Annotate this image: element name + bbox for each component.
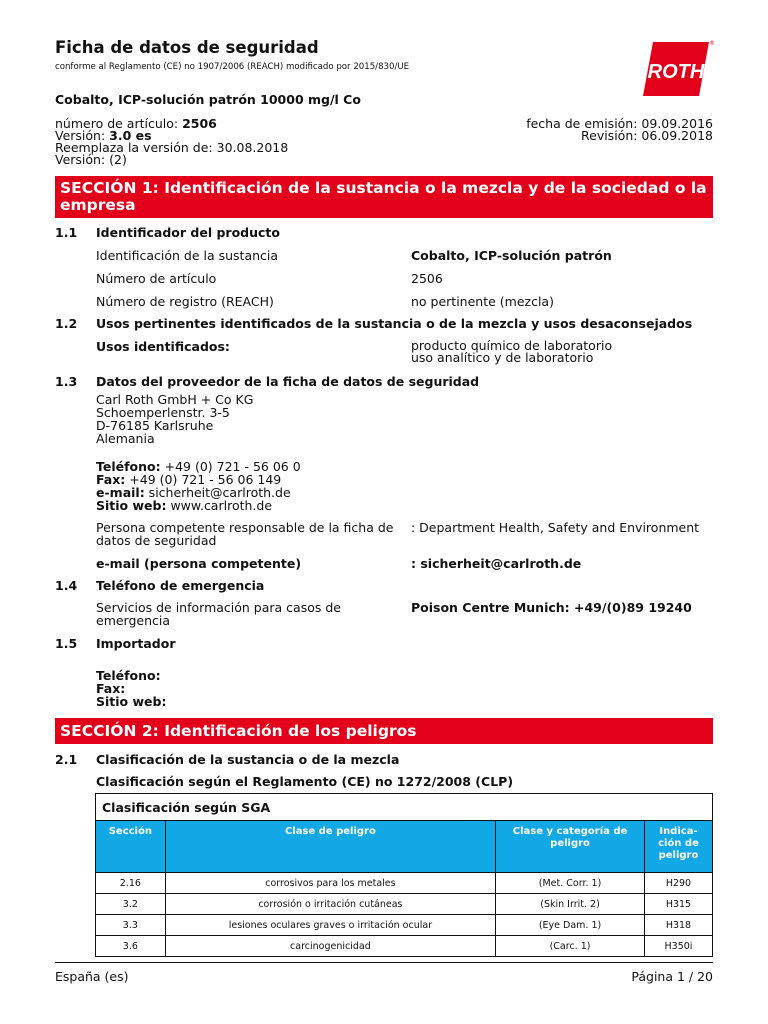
supplier-website: Sitio web: www.carlroth.de — [96, 498, 273, 513]
footer-divider — [55, 962, 713, 963]
subsection-title: Datos del proveedor de la ficha de datos de seguridad — [96, 374, 480, 389]
column-header: Indica-ción de peligro — [644, 821, 712, 873]
footer-locale: España (es) — [55, 969, 129, 984]
field-label: Número de registro (REACH) — [96, 294, 274, 309]
table-cell: (Met. Corr. 1) — [496, 873, 645, 894]
field-value: no pertinente (mezcla) — [411, 294, 554, 309]
importer-phone-label: Teléfono: — [96, 668, 161, 683]
table-cell: 3.2 — [96, 894, 166, 915]
importer-website-label: Sitio web: — [96, 694, 167, 709]
table-cell: 3.3 — [96, 915, 166, 936]
table-caption: Clasificación según SGA — [96, 794, 713, 821]
field-value: : Department Health, Safety and Environment — [411, 520, 700, 535]
importer-fax-label: Fax: — [96, 681, 126, 696]
field-value: 2506 — [411, 271, 443, 286]
svg-text:®: ® — [709, 40, 715, 47]
subsection-number: 1.1 — [55, 225, 78, 240]
field-label: Persona competente responsable de la ficha de — [96, 520, 394, 535]
table-cell: corrosivos para los metales — [165, 873, 495, 894]
table-cell: lesiones oculares graves o irritación ocular — [165, 915, 495, 936]
subsection-number: 1.3 — [55, 374, 78, 389]
column-header: Clase de peligro — [165, 821, 495, 873]
product-name: Cobalto, ICP-solución patrón 10000 mg/l Co — [55, 92, 361, 107]
field-label: Número de artículo — [96, 271, 217, 286]
field-value: uso analítico y de laboratorio — [411, 350, 594, 365]
field-label: datos de seguridad — [96, 533, 217, 548]
subsection-title: Teléfono de emergencia — [96, 578, 265, 593]
subsection-title: Usos pertinentes identificados de la sustancia o de la mezcla y usos desaconsejados — [96, 316, 693, 331]
table-cell: (Skin Irrit. 2) — [496, 894, 645, 915]
table-cell: H318 — [644, 915, 712, 936]
ghs-classification-table — [95, 793, 713, 957]
replaces-version: Reemplaza la versión de: 30.08.2018 — [55, 140, 289, 155]
table-cell: 2.16 — [96, 873, 166, 894]
column-header: Clase y categoría de peligro — [496, 821, 645, 873]
supplier-email: e-mail: sicherheit@carlroth.de — [96, 485, 291, 500]
page-number: Página 1 / 20 — [631, 969, 713, 984]
email-link[interactable]: sicherheit@carlroth.de — [144, 485, 291, 500]
table-cell: H315 — [644, 894, 712, 915]
table-cell: H290 — [644, 873, 712, 894]
field-value: producto químico de laboratorio — [411, 338, 613, 353]
column-header: Sección — [96, 821, 166, 873]
field-value: Poison Centre Munich: +49/(0)89 19240 — [411, 600, 692, 615]
table-cell: H350i — [644, 936, 712, 957]
revision-date: Revisión: 06.09.2018 — [581, 128, 713, 143]
clp-heading: Clasificación según el Reglamento (CE) no 1272/2008 (CLP) — [96, 774, 514, 789]
table-row — [96, 873, 713, 894]
table-cell: carcinogenicidad — [165, 936, 495, 957]
regulation-subtitle: conforme al Reglamento (CE) no 1907/2006 (REACH) modificado por 2015/830/UE — [55, 62, 410, 72]
field-label: Usos identificados: — [96, 339, 230, 354]
field-label: Servicios de información para casos de — [96, 600, 341, 615]
field-value: : sicherheit@carlroth.de — [411, 556, 582, 571]
supplier-fax: Fax: +49 (0) 721 - 56 06 149 — [96, 472, 282, 487]
section-1-header: SECCIÓN 1: Identificación de la sustancia o la mezcla y de la sociedad o la empresa — [55, 176, 713, 218]
subsection-number: 2.1 — [55, 752, 78, 767]
section-2-header: SECCIÓN 2: Identificación de los peligros — [55, 718, 713, 744]
version: Versión: 3.0 es — [55, 128, 152, 143]
article-number: número de artículo: 2506 — [55, 116, 217, 131]
address-line: Alemania — [96, 431, 155, 446]
supplier-phone: Teléfono: +49 (0) 721 - 56 06 0 — [96, 459, 301, 474]
table-cell: (Carc. 1) — [496, 936, 645, 957]
subsection-number: 1.4 — [55, 578, 78, 593]
address-line: Schoemperlenstr. 3-5 — [96, 405, 230, 420]
subsection-title: Clasificación de la sustancia o de la mezcla — [96, 752, 400, 767]
address-line: Carl Roth GmbH + Co KG — [96, 392, 254, 407]
issue-date: fecha de emisión: 09.09.2016 — [526, 116, 713, 131]
version-2: Versión: (2) — [55, 152, 127, 167]
table-row — [96, 936, 713, 957]
subsection-number: 1.5 — [55, 636, 78, 651]
table-row — [96, 915, 713, 936]
roth-logo — [639, 38, 713, 98]
subsection-number: 1.2 — [55, 316, 78, 331]
table-cell: (Eye Dam. 1) — [496, 915, 645, 936]
svg-text:ROTH: ROTH — [647, 61, 705, 83]
subsection-title: Identificador del producto — [96, 225, 280, 240]
field-label: Identificación de la sustancia — [96, 248, 279, 263]
subsection-title: Importador — [96, 636, 176, 651]
table-row — [96, 894, 713, 915]
website-link[interactable]: www.carlroth.de — [166, 498, 273, 513]
field-label: emergencia — [96, 613, 171, 628]
table-cell: corrosión o irritación cutáneas — [165, 894, 495, 915]
address-line: D-76185 Karlsruhe — [96, 418, 214, 433]
field-label: e-mail (persona competente) — [96, 556, 302, 571]
table-cell: 3.6 — [96, 936, 166, 957]
field-value: Cobalto, ICP-solución patrón — [411, 248, 612, 263]
document-title: Ficha de datos de seguridad — [55, 38, 319, 57]
